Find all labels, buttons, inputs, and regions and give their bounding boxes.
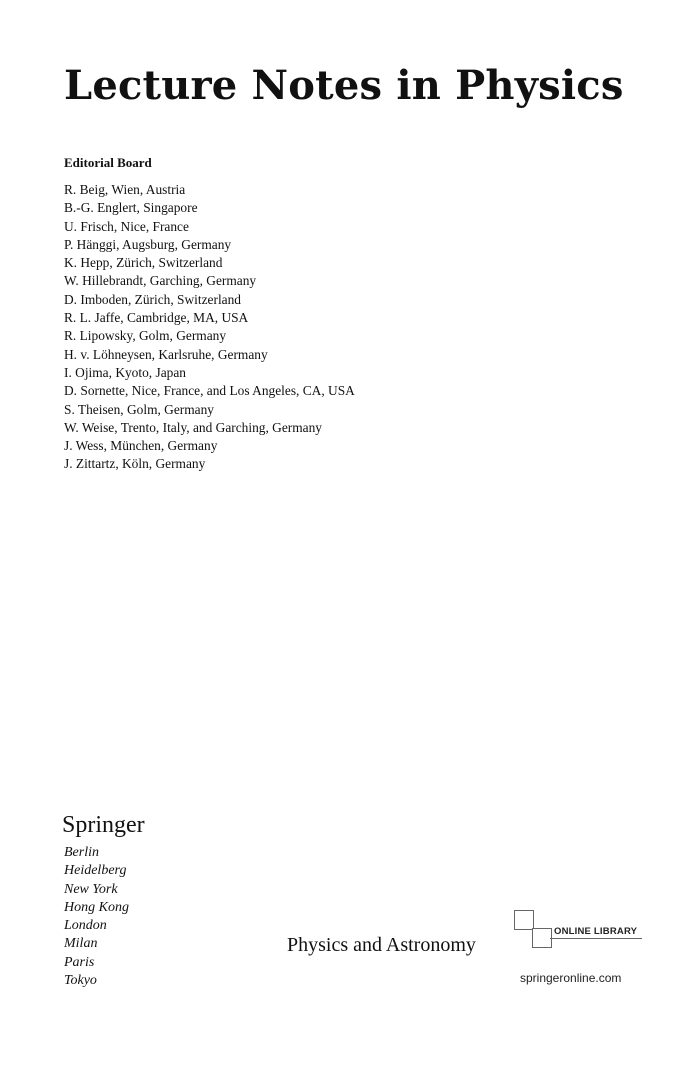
board-member: K. Hepp, Zürich, Switzerland bbox=[64, 255, 223, 271]
board-member: D. Imboden, Zürich, Switzerland bbox=[64, 291, 242, 307]
board-member: I. Ojima, Kyoto, Japan bbox=[64, 364, 186, 380]
board-member: R. Beig, Wien, Austria bbox=[64, 182, 186, 197]
publisher-city: Berlin bbox=[64, 845, 99, 860]
board-member: P. Hänggi, Augsburg, Germany bbox=[64, 236, 232, 252]
board-member: R. Lipowsky, Golm, Germany bbox=[64, 328, 227, 344]
logo-rule bbox=[550, 938, 642, 939]
subject-line: Physics and Astronomy bbox=[287, 934, 476, 956]
publisher-city: Paris bbox=[64, 954, 95, 970]
publisher-name: Springer bbox=[62, 812, 145, 838]
editorial-board bbox=[64, 155, 624, 474]
board-member: J. Zittartz, Köln, Germany bbox=[64, 456, 206, 472]
online-library-url: springeronline.com bbox=[520, 971, 622, 985]
publisher-cities bbox=[62, 844, 145, 990]
online-library-label: ONLINE LIBRARY bbox=[554, 926, 638, 937]
board-member: S. Theisen, Golm, Germany bbox=[64, 401, 215, 417]
series-title: Lecture Notes in Physics bbox=[64, 62, 624, 109]
logo-square-bottom bbox=[532, 928, 552, 948]
editorial-board-heading: Editorial Board bbox=[64, 155, 152, 170]
publisher-city: Hong Kong bbox=[64, 899, 129, 915]
logo-square-top bbox=[514, 910, 534, 930]
board-member: H. v. Löhneysen, Karlsruhe, Germany bbox=[64, 346, 268, 362]
board-member: D. Sornette, Nice, France, and Los Angeles, CA, USA bbox=[64, 383, 355, 399]
board-member: W. Weise, Trento, Italy, and Garching, Germany bbox=[64, 419, 323, 435]
publisher-city: Heidelberg bbox=[64, 863, 127, 879]
board-member: R. L. Jaffe, Cambridge, MA, USA bbox=[64, 310, 249, 326]
publisher-city: Milan bbox=[64, 936, 98, 952]
publisher-city: New York bbox=[64, 881, 118, 897]
board-member: U. Frisch, Nice, France bbox=[64, 218, 189, 234]
publisher-imprint bbox=[62, 810, 145, 990]
board-member: W. Hillebrandt, Garching, Germany bbox=[64, 273, 257, 289]
board-member: B.-G. Englert, Singapore bbox=[64, 200, 198, 216]
board-member: J. Wess, München, Germany bbox=[64, 438, 218, 454]
editorial-board-list bbox=[64, 181, 624, 474]
online-library-logo bbox=[508, 906, 648, 966]
publisher-city: Tokyo bbox=[64, 973, 97, 989]
publisher-city: London bbox=[64, 918, 107, 934]
